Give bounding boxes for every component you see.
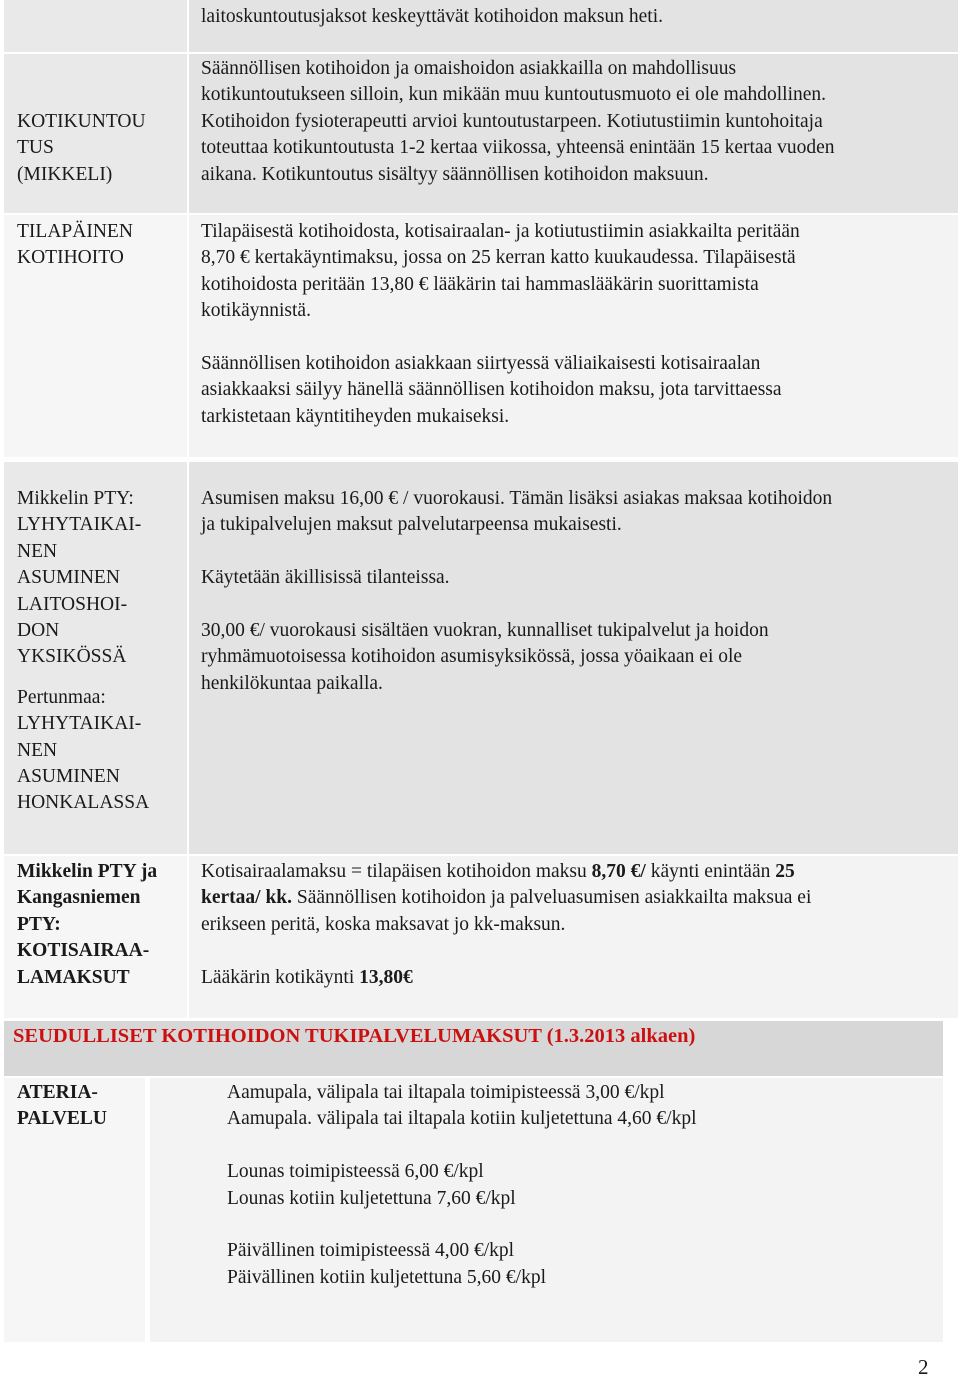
row-label-line: DON (17, 620, 60, 642)
price-line: Päivällinen kotiin kuljetettuna 5,60 €/kpl (227, 1266, 546, 1288)
row-label-line: ASUMINEN (17, 766, 120, 788)
row-label-line: (MIKKELI) (17, 163, 113, 185)
ateria-text-cell (150, 1078, 943, 1342)
body-line: kotihoidosta peritään 13,80 € lääkärin tai hammaslääkärin suorittamista (201, 273, 759, 295)
text-run: käynti enintään (645, 861, 776, 882)
kotisairaala-label-cell (4, 856, 187, 1018)
page-number: 2 (918, 1355, 929, 1379)
body-line (201, 885, 958, 911)
body-line: Kotihoidon fysioterapeutti arvioi kuntoutustarpeen. Kotiutustiimin kuntohoitaja (201, 110, 823, 132)
row-label-line: ASUMINEN (17, 567, 120, 589)
cont-line: laitoskuntoutusjaksot keskeyttävät kotihoidon maksun heti. (201, 6, 663, 27)
tilapainen-label-cell (4, 215, 187, 457)
row-label-line: NEN (17, 540, 58, 562)
row-label-line: LYHYTAIKAI- (17, 514, 142, 536)
body-line: toteuttaa kotikuntoutusta 1-2 kertaa viikossa, yhteensä enintään 15 kertaa vuoden (201, 137, 835, 159)
row-label-line: KOTIKUNTOU (17, 111, 146, 132)
row-label-line: KOTIHOITO (17, 247, 124, 269)
price-line: Lounas toimipisteessä 6,00 €/kpl (227, 1161, 484, 1183)
price-line: Lounas kotiin kuljetettuna 7,60 €/kpl (227, 1187, 516, 1209)
asuminen-text-cell (189, 462, 958, 854)
ateria-label-cell (4, 1078, 145, 1342)
row-label-line: Mikkelin PTY ja (17, 861, 158, 882)
body-line: aikana. Kotikuntoutus sisältyy säännöllisen kotihoidon maksuun. (201, 163, 709, 185)
section-title: SEUDULLISET KOTIHOIDON TUKIPALVELUMAKSUT (1.3.2013 alkaen) (13, 1025, 696, 1047)
row-label-line: Mikkelin PTY: (17, 488, 134, 509)
price-line: Päivällinen toimipisteessä 4,00 €/kpl (227, 1240, 515, 1262)
body-line: Säännöllisen kotihoidon ja omaishoidon asiakkailla on mahdollisuus (201, 58, 737, 79)
text-run: Kotisairaalamaksu = tilapäisen kotihoidon maksu (201, 861, 592, 882)
row-label-line: LYHYTAIKAI- (17, 713, 142, 735)
body-line: ryhmämuotoisessa kotihoidon asumisyksikössä, jossa yöaikaan ei ole (201, 646, 743, 668)
body-line (201, 859, 958, 885)
kotikuntoutus-text-cell (189, 54, 958, 213)
kotikuntoutus-label-cell (4, 54, 187, 213)
body-line: Säännöllisen kotihoidon asiakkaan siirtyessä väliaikaisesti kotisairaalan (201, 353, 761, 375)
body-line: Käytetään äkillisissä tilanteissa. (201, 567, 450, 589)
price-value: 8,70 €/ (591, 861, 646, 882)
row-label-line: HONKALASSA (17, 792, 150, 814)
price-line: Aamupala, välipala tai iltapala toimipisteessä 3,00 €/kpl (227, 1082, 665, 1103)
row-label-line: YKSIKÖSSÄ (17, 646, 127, 668)
row-label-line: TILAPÄINEN (17, 221, 133, 242)
body-line: 8,70 € kertakäyntimaksu, jossa on 25 kerran katto kuukaudessa. Tilapäisestä (201, 247, 796, 269)
body-line: Tilapäisestä kotihoidosta, kotisairaalan- ja kotiutustiimin asiakkailta peritään (201, 221, 800, 242)
body-line: kotikuntoutukseen silloin, kun mikään muu kuntoutusmuoto ei ole mahdollinen. (201, 84, 827, 106)
body-line: erikseen peritä, koska maksavat jo kk-maksun. (201, 913, 566, 935)
row-label-line: Kangasniemen (17, 887, 141, 909)
body-line: Asumisen maksu 16,00 € / vuorokausi. Tämän lisäksi asiakas maksaa kotihoidon (201, 488, 833, 509)
body-line (201, 965, 958, 991)
body-line: tarkistetaan käyntitiheyden mukaiseksi. (201, 405, 510, 427)
row-label-line: KOTISAIRAA- (17, 940, 150, 962)
tilapainen-text-cell (189, 215, 958, 457)
body-line: kotikäynnistä. (201, 300, 311, 322)
row-label-line: Pertunmaa: (17, 686, 106, 708)
row-label-line: ATERIA- (17, 1082, 98, 1103)
price-line: Aamupala. välipala tai iltapala kotiin kuljetettuna 4,60 €/kpl (227, 1108, 697, 1130)
row-label-line: LAITOSHOI- (17, 593, 128, 615)
row-label-line: TUS (17, 137, 54, 159)
body-line: asiakkaaksi säilyy hänellä säännöllisen kotihoidon maksu, jota tarvittaessa (201, 379, 782, 401)
text-run: Säännöllisen kotihoidon ja palveluasumisen asiakkailta maksua ei (292, 887, 812, 909)
row-label-line: PALVELU (17, 1108, 107, 1130)
body-line: henkilökuntaa paikalla. (201, 672, 383, 694)
text-run: Lääkärin kotikäynti (201, 966, 360, 988)
asuminen-label-cell (4, 462, 187, 854)
row-label-line: PTY: (17, 913, 61, 935)
cont-text-cell (189, 0, 958, 52)
count-unit: kertaa/ kk. (201, 887, 293, 909)
body-line: 30,00 €/ vuorokausi sisältäen vuokran, kunnalliset tukipalvelut ja hoidon (201, 620, 769, 641)
cont-label-cell (4, 0, 187, 52)
row-label-line: LAMAKSUT (17, 966, 130, 988)
count-value: 25 (775, 861, 795, 882)
row-label-line: NEN (17, 739, 58, 761)
body-line: ja tukipalvelujen maksut palvelutarpeensa mukaisesti. (201, 514, 622, 536)
kotisairaala-text-cell (189, 856, 958, 1018)
price-value: 13,80€ (359, 966, 413, 988)
